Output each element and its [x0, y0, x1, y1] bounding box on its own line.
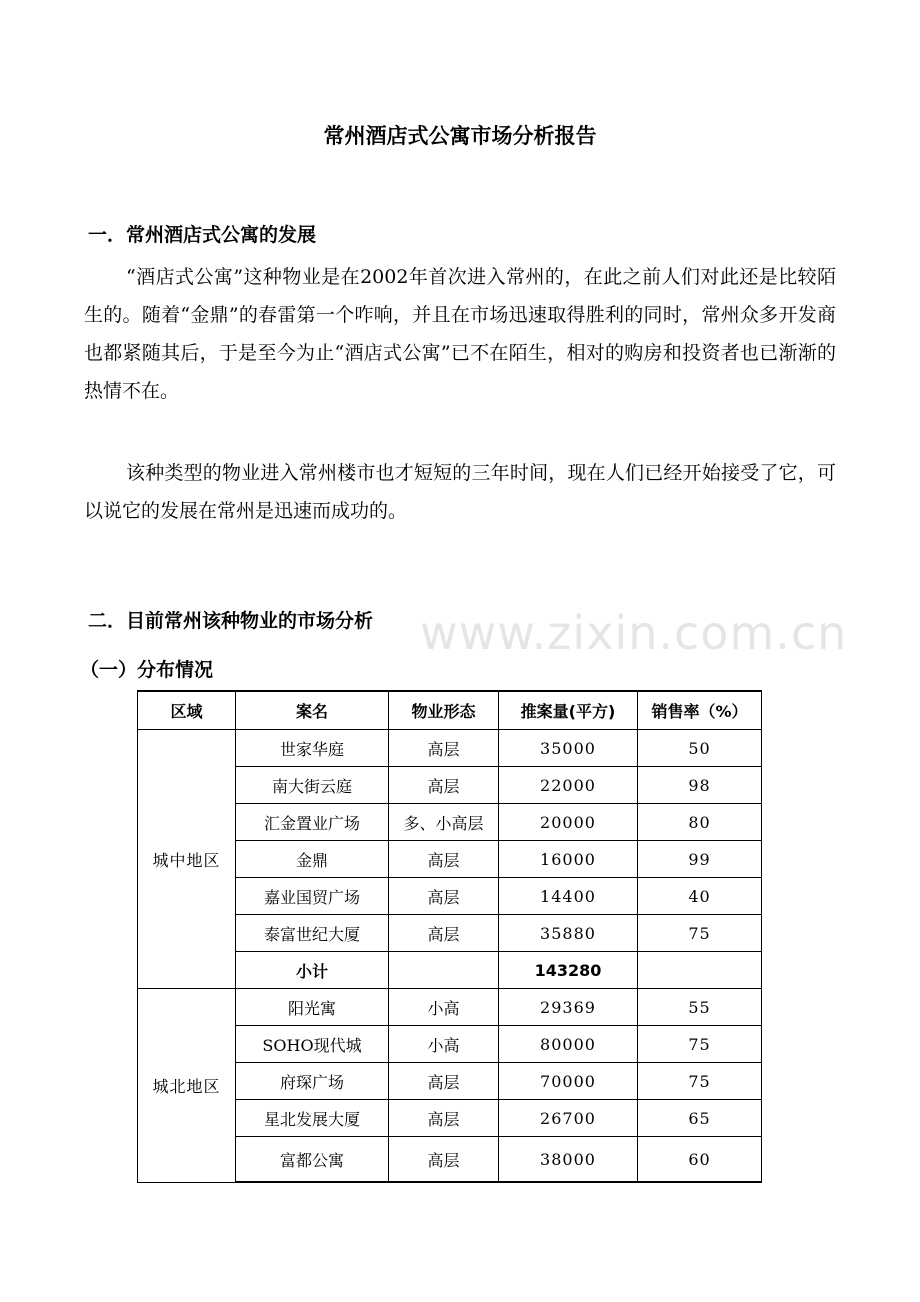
property-type: 小高: [389, 989, 499, 1026]
header-project-name: 案名: [236, 691, 389, 730]
header-property-type: 物业形态: [389, 691, 499, 730]
subtotal-label: 小计: [236, 952, 389, 989]
sales-rate: 75: [638, 915, 762, 952]
supply-area: 16000: [499, 841, 638, 878]
project-name: 嘉业国贸广场: [236, 878, 389, 915]
property-type: 高层: [389, 878, 499, 915]
project-name: 泰富世纪大厦: [236, 915, 389, 952]
document-title: 常州酒店式公寓市场分析报告: [323, 124, 597, 148]
project-name: 星北发展大厦: [236, 1100, 389, 1137]
project-name: 汇金置业广场: [236, 804, 389, 841]
supply-area: 22000: [499, 767, 638, 804]
supply-area: 35880: [499, 915, 638, 952]
supply-area: 29369: [499, 989, 638, 1026]
header-region: 区域: [138, 691, 236, 730]
sales-rate: 65: [638, 1100, 762, 1137]
project-name: 南大街云庭: [236, 767, 389, 804]
project-name: 府琛广场: [236, 1063, 389, 1100]
table-row: [138, 989, 762, 1026]
sales-rate: 75: [638, 1063, 762, 1100]
subtotal-type-empty: [389, 952, 499, 989]
section-2-heading: 二．目前常州该种物业的市场分析: [88, 610, 374, 632]
supply-area: 38000: [499, 1137, 638, 1183]
sales-rate: 99: [638, 841, 762, 878]
header-sales-rate: 销售率（%）: [638, 691, 762, 730]
subtotal-area: 143280: [499, 952, 638, 989]
region-cell: 城中地区: [138, 730, 236, 989]
property-type: 小高: [389, 1026, 499, 1063]
supply-area: 35000: [499, 730, 638, 767]
property-type: 多、小高层: [389, 804, 499, 841]
supply-area: 20000: [499, 804, 638, 841]
table-row: [138, 730, 762, 767]
region-cell: 城北地区: [138, 989, 236, 1183]
supply-area: 14400: [499, 878, 638, 915]
header-supply-area: 推案量(平方): [499, 691, 638, 730]
property-type: 高层: [389, 1137, 499, 1183]
table-header-row: [138, 691, 762, 730]
property-type: 高层: [389, 730, 499, 767]
section-1-paragraph-1: “酒店式公寓”这种物业是在2002年首次进入常州的，在此之前人们对此还是比较陌生的。随着“金鼎”的春雷第一个咋响，并且在市场迅速取得胜利的同时，常州众多开发商也都紧随其后，于是至今为止“酒店式公寓”已不在陌生，相对的购房和投资者也已渐渐的热情不在。: [84, 266, 836, 402]
sales-rate: 75: [638, 1026, 762, 1063]
watermark: www.zixin.com.cn: [420, 606, 848, 660]
project-name: 阳光寓: [236, 989, 389, 1026]
section-1-paragraph-2: 该种类型的物业进入常州楼市也才短短的三年时间，现在人们已经开始接受了它，可以说它的发展在常州是迅速而成功的。: [84, 462, 836, 522]
project-name: 金鼎: [236, 841, 389, 878]
sales-rate: 60: [638, 1137, 762, 1183]
sales-rate: 80: [638, 804, 762, 841]
section-2-subheading: （一）分布情况: [80, 659, 214, 681]
sales-rate: 55: [638, 989, 762, 1026]
sales-rate: 40: [638, 878, 762, 915]
sales-rate: 50: [638, 730, 762, 767]
supply-area: 26700: [499, 1100, 638, 1137]
property-type: 高层: [389, 915, 499, 952]
property-type: 高层: [389, 1063, 499, 1100]
property-type: 高层: [389, 1100, 499, 1137]
section-1-heading: 一．常州酒店式公寓的发展: [88, 224, 317, 246]
project-name: 富都公寓: [236, 1137, 389, 1183]
property-type: 高层: [389, 841, 499, 878]
distribution-table: [137, 690, 762, 1183]
sales-rate: 98: [638, 767, 762, 804]
project-name: SOHO现代城: [236, 1026, 389, 1063]
supply-area: 80000: [499, 1026, 638, 1063]
supply-area: 70000: [499, 1063, 638, 1100]
project-name: 世家华庭: [236, 730, 389, 767]
property-type: 高层: [389, 767, 499, 804]
subtotal-rate-empty: [638, 952, 762, 989]
